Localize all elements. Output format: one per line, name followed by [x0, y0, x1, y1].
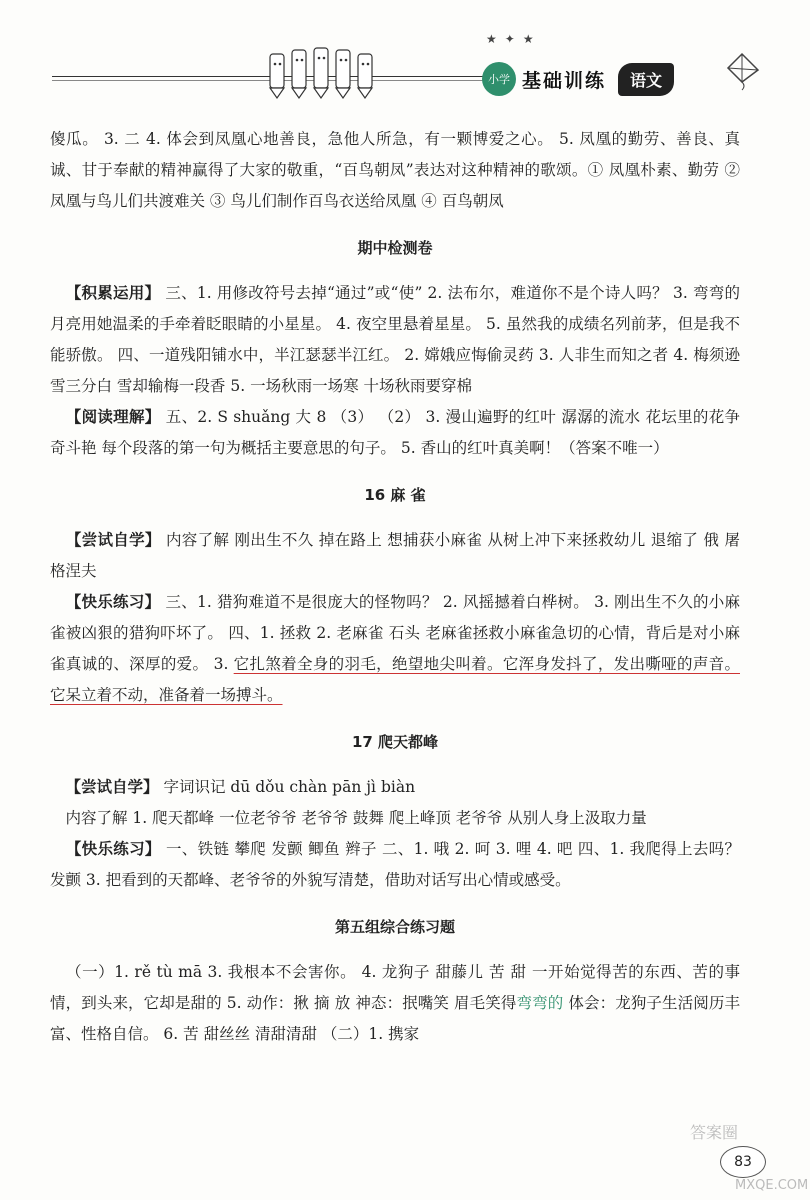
paragraph-text: 内容了解 刚出生不久 掉在路上 想捕获小麻雀 从树上冲下来拯救幼儿 退缩了 俄 屠格涅夫 [50, 531, 740, 580]
watermark-url: MXQE.COM [735, 1178, 809, 1193]
book-title-badge [482, 62, 674, 96]
exercise-tag: 【快乐练习】 [65, 840, 161, 858]
pencils-illustration-icon [262, 44, 382, 100]
paragraph [50, 957, 740, 1050]
exercise-tag: 【积累运用】 [65, 284, 161, 302]
paragraph: 傻瓜。 3. 二 4. 体会到凤凰心地善良，急他人所急，有一颗博爱之心。 5. 凤凰的勤劳、善良、真诚、甘于奉献的精神赢得了大家的敬重，“百鸟朝凤”表达对这种精神的歌颂。① 凤凰朴素、勤劳 ② 凤凰与鸟儿们共渡难关 ③ 鸟儿们制作百鸟衣送给凤凰 ④ 百鸟朝凤 [50, 130, 740, 210]
paragraph-text: 体会：龙狗子生活阅历丰富、性格自信。 6. 苦 甜丝丝 清甜清甜 （二）1. 携家 [50, 994, 740, 1043]
paragraph [50, 803, 740, 834]
subject-label: 语文 [618, 63, 674, 96]
stars-decoration-icon: ★✦★ [486, 32, 542, 46]
section-title: 16 麻 雀 [364, 486, 426, 504]
paragraph-text: 一、铁链 攀爬 发颤 鲫鱼 辫子 二、1. 哦 2. 呵 3. 哩 4. 吧 四、1. 我爬得上去吗？ 发颤 3. 把看到的天都峰、老爷爷的外貌写清楚，借助对话写出心情或感受。 [50, 840, 740, 889]
exercise-tag: 【尝试自学】 [65, 778, 159, 796]
paragraph-text: 五、2. S shuǎng 大 8 （3） （2） 3. 漫山遍野的红叶 潺潺的流水 花坛里的花争奇斗艳 每个段落的第一句为概括主要意思的句子。 5. 香山的红叶真美啊！（答案不唯一） [50, 408, 740, 457]
exercise-tag: 【尝试自学】 [65, 531, 161, 549]
paragraph [50, 402, 740, 464]
section-title: 17 爬天都峰 [351, 733, 439, 751]
page-header [0, 0, 810, 120]
paragraph-text: 字词识记 dū dǒu chàn pān jì biàn [158, 778, 416, 796]
paragraph-text: 内容了解 1. 爬天都峰 一位老爷爷 老爷爷 鼓舞 爬上峰顶 老爷爷 从别人身上汲取力量 [65, 809, 647, 827]
exercise-tag: 【阅读理解】 [65, 408, 161, 426]
paragraph [50, 834, 740, 896]
paragraph [50, 525, 740, 587]
watermark-logo: 答案圈 [690, 1123, 739, 1142]
page-number: 83 [720, 1146, 766, 1178]
paragraph [50, 587, 740, 711]
underlined-text: 它扎煞着全身的羽毛，绝望地尖叫着。它浑身发抖了，发出嘶哑的声音。它呆立着不动，准备着一场搏斗。 [50, 655, 740, 704]
paragraph-text: 三、1. 用修改符号去掉“通过”或“使” 2. 法布尔，难道你不是个诗人吗？ 3. 弯弯的月亮用她温柔的手牵着眨眼睛的小星星。 4. 夜空里悬着星星。 5. 虽然我的成绩名列前茅，但是我不能骄傲。 四、一道残阳铺水中，半江瑟瑟半江红。 2. 嫦娥应悔偷灵药 3. 人非生而知之者 4. 梅须逊雪三分白 雪却输梅一段香 5. 一场秋雨一场寒 十场秋雨要穿棉 [50, 284, 740, 395]
section-title: 期中检测卷 [357, 239, 433, 257]
book-title: 基础训练 [522, 69, 607, 92]
exercise-tag: 【快乐练习】 [65, 593, 161, 611]
section-title: 第五组综合练习题 [334, 918, 455, 936]
level-circle: 小学 [482, 62, 516, 96]
paragraph-text: 三、1. 猎狗难道不是很庞大的怪物吗？ 2. 风摇撼着白桦树。 3. 刚出生不久的小麻雀被凶狠的猎狗吓坏了。 四、1. 拯救 2. 老麻雀 石头 老麻雀拯救小麻雀急切的心情，背后是对小麻雀真诚的、深厚的爱。 3. [50, 593, 740, 673]
kite-icon [722, 52, 762, 92]
answer-content [50, 124, 740, 1050]
paragraph [50, 278, 740, 402]
paragraph-text: （一）1. rě tù mā 3. 我根本不会害你。 4. 龙狗子 甜藤儿 苦 甜 一开始觉得苦的东西、苦的事情，到头来，它却是甜的 5. 动作：揪 摘 放 神态：抿嘴笑 眉毛笑得 [50, 963, 740, 1012]
highlighted-text: 弯弯的 [516, 994, 564, 1012]
paragraph [50, 772, 740, 803]
